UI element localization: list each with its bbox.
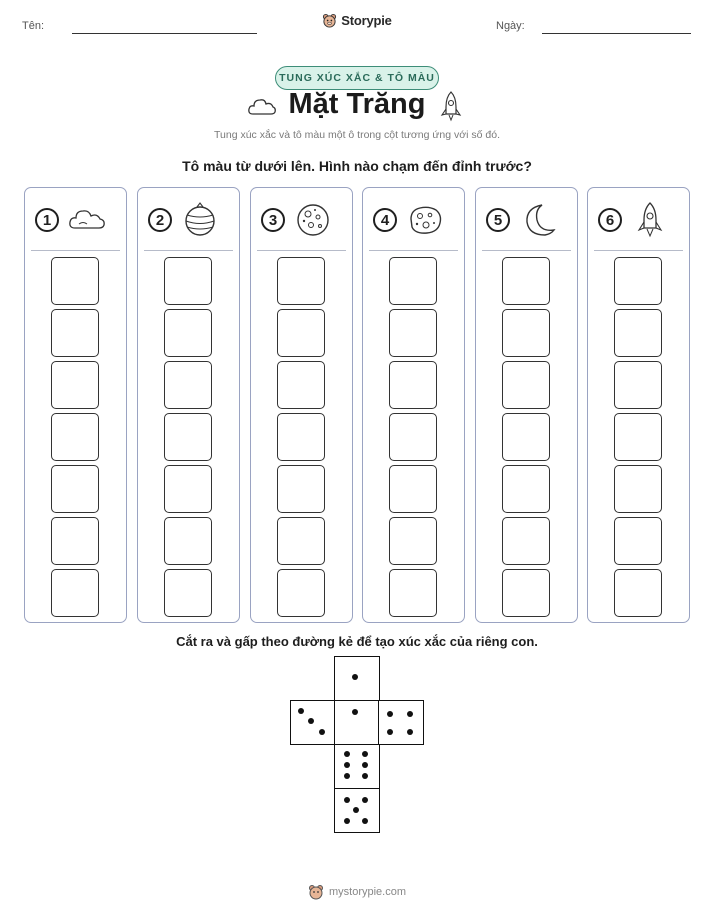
dice-face-six — [334, 744, 380, 789]
asteroid-icon — [405, 202, 445, 238]
dice-face-five — [334, 788, 380, 833]
column-6 — [587, 187, 690, 623]
column-1 — [24, 187, 127, 623]
name-label: Tên: — [22, 20, 45, 32]
color-cell[interactable] — [614, 309, 662, 357]
brand-logo — [0, 13, 714, 28]
color-cell[interactable] — [502, 517, 550, 565]
color-cell[interactable] — [277, 517, 325, 565]
dice-pip — [362, 818, 368, 824]
dice-pip — [407, 711, 413, 717]
color-cell[interactable] — [277, 257, 325, 305]
column-divider — [31, 250, 120, 251]
dice-pip — [387, 729, 393, 735]
color-cell[interactable] — [164, 257, 212, 305]
column-5 — [475, 187, 578, 623]
page-subtitle: Tung xúc xắc và tô màu một ô trong cột tương ứng với số đó. — [214, 129, 500, 141]
bear-logo-icon — [308, 884, 324, 900]
color-cell[interactable] — [164, 413, 212, 461]
color-cell[interactable] — [51, 257, 99, 305]
column-header — [261, 202, 343, 238]
column-header — [148, 202, 230, 238]
column-header — [373, 202, 455, 238]
color-cell[interactable] — [389, 361, 437, 409]
color-cell[interactable] — [51, 361, 99, 409]
color-cell[interactable] — [51, 309, 99, 357]
dice-pip — [407, 729, 413, 735]
color-cell[interactable] — [614, 517, 662, 565]
color-cell[interactable] — [389, 309, 437, 357]
name-line[interactable] — [72, 33, 257, 34]
column-number: 5 — [486, 208, 510, 232]
crescent-icon — [518, 202, 558, 238]
dice-pip — [344, 751, 350, 757]
rocket-icon — [630, 202, 670, 238]
dice-face-four — [378, 700, 424, 745]
coloring-instruction: Tô màu từ dưới lên. Hình nào chạm đến đỉnh trước? — [182, 158, 532, 174]
column-number: 4 — [373, 208, 397, 232]
color-cell[interactable] — [502, 361, 550, 409]
dice-face-one — [334, 700, 380, 745]
column-number: 3 — [261, 208, 285, 232]
date-line[interactable] — [542, 33, 691, 34]
page-title: Mặt Trăng — [288, 88, 426, 120]
column-header — [598, 202, 680, 238]
color-cell[interactable] — [277, 309, 325, 357]
column-4 — [362, 187, 465, 623]
column-divider — [369, 250, 458, 251]
column-number: 6 — [598, 208, 622, 232]
cloud-icon — [67, 202, 107, 238]
column-3 — [250, 187, 353, 623]
color-cell[interactable] — [502, 465, 550, 513]
dice-pip — [353, 807, 359, 813]
dice-pip — [298, 708, 304, 714]
dice-pip — [387, 711, 393, 717]
color-cell[interactable] — [277, 465, 325, 513]
date-label: Ngày: — [496, 20, 525, 32]
dice-pip — [362, 797, 368, 803]
color-cell[interactable] — [164, 361, 212, 409]
color-cell[interactable] — [614, 569, 662, 617]
column-divider — [482, 250, 571, 251]
column-divider — [594, 250, 683, 251]
dice-pip — [344, 797, 350, 803]
color-cell[interactable] — [51, 465, 99, 513]
dice-pip — [344, 818, 350, 824]
color-cell[interactable] — [277, 569, 325, 617]
color-cell[interactable] — [502, 569, 550, 617]
column-number: 1 — [35, 208, 59, 232]
color-cell[interactable] — [164, 517, 212, 565]
footer — [0, 884, 714, 900]
dice-pip — [344, 762, 350, 768]
dice-pip — [344, 773, 350, 779]
dice-pip — [362, 762, 368, 768]
column-2 — [137, 187, 240, 623]
color-cell[interactable] — [164, 309, 212, 357]
color-cell[interactable] — [502, 413, 550, 461]
color-cell[interactable] — [51, 413, 99, 461]
dice-pip — [362, 751, 368, 757]
color-cell[interactable] — [277, 413, 325, 461]
color-cell[interactable] — [389, 257, 437, 305]
dice-pip — [362, 773, 368, 779]
color-cell[interactable] — [389, 413, 437, 461]
column-header — [35, 202, 117, 238]
color-cell[interactable] — [614, 465, 662, 513]
activity-badge: TUNG XÚC XẮC & TÔ MÀU — [275, 66, 439, 90]
color-cell[interactable] — [614, 361, 662, 409]
color-cell[interactable] — [164, 569, 212, 617]
dice-pip — [352, 709, 358, 715]
color-cell[interactable] — [389, 465, 437, 513]
cut-instruction: Cắt ra và gấp theo đường kẻ để tạo xúc xắc của riêng con. — [176, 634, 538, 649]
planet-icon — [180, 202, 220, 238]
rocket-icon — [440, 90, 462, 122]
footer-url: mystorypie.com — [328, 886, 407, 898]
color-cell[interactable] — [502, 257, 550, 305]
dice-pip — [308, 718, 314, 724]
brand-name: Storypie — [341, 13, 392, 28]
dice-pip — [352, 674, 358, 680]
color-cell[interactable] — [164, 465, 212, 513]
color-cell[interactable] — [277, 361, 325, 409]
color-cell[interactable] — [502, 309, 550, 357]
column-header — [486, 202, 568, 238]
color-cell[interactable] — [51, 569, 99, 617]
column-number: 2 — [148, 208, 172, 232]
color-cell[interactable] — [389, 517, 437, 565]
color-cell[interactable] — [614, 413, 662, 461]
dice-pip — [319, 729, 325, 735]
dice-face-one — [334, 656, 380, 701]
moon-icon — [293, 202, 333, 238]
column-divider — [257, 250, 346, 251]
color-cell[interactable] — [614, 257, 662, 305]
color-cell[interactable] — [389, 569, 437, 617]
column-divider — [144, 250, 233, 251]
color-cell[interactable] — [51, 517, 99, 565]
bear-logo-icon — [322, 13, 337, 28]
dice-face-three — [290, 700, 336, 745]
cloud-icon — [247, 94, 277, 118]
